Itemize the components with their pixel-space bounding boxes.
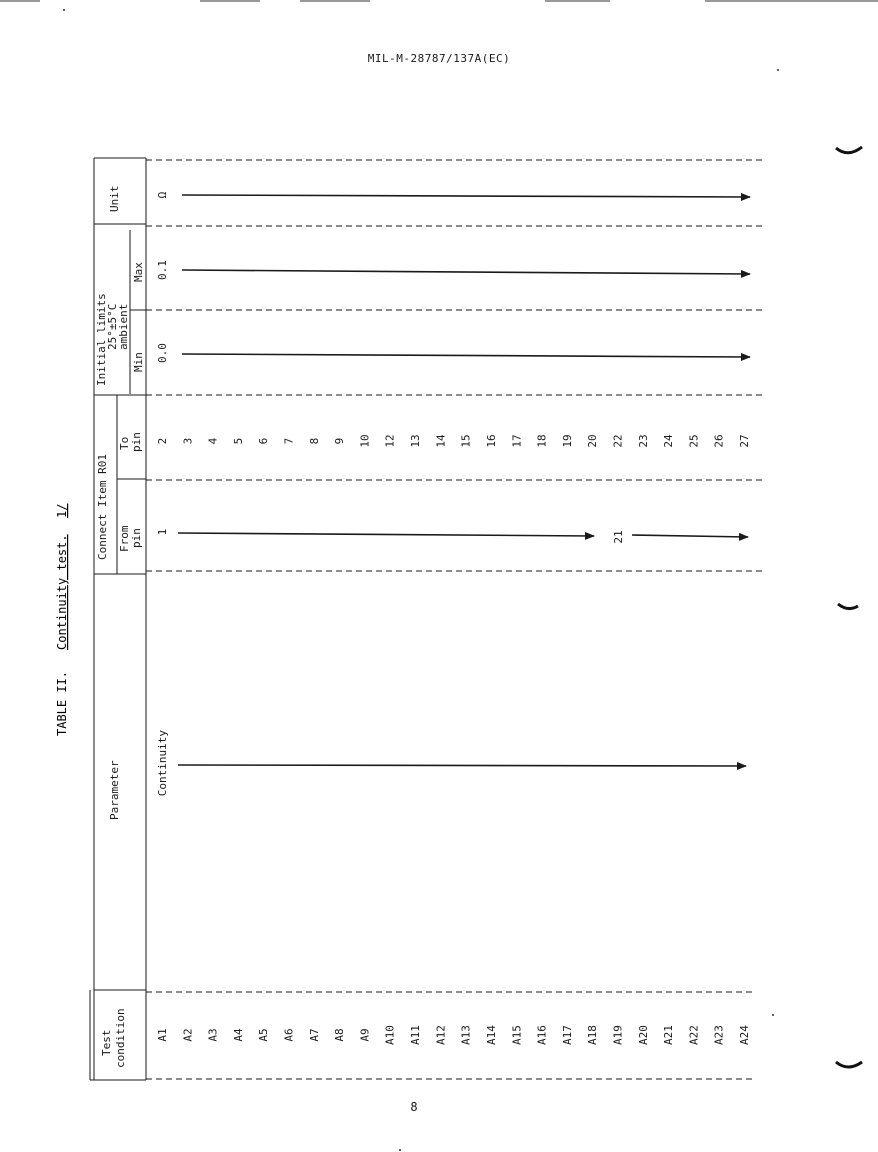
- dashed-separators: [146, 160, 762, 1079]
- min-arrow: [182, 354, 750, 357]
- to-pin-cell: 23: [636, 434, 650, 448]
- header-ambient: ambient: [117, 303, 130, 350]
- to-pin-cell: 12: [383, 434, 397, 448]
- header-max: Max: [132, 262, 145, 282]
- test-condition-cell: A22: [687, 1025, 701, 1045]
- header-unit: Unit: [108, 185, 121, 212]
- header-to-pin-line1: To: [118, 436, 131, 450]
- binding-marks: [836, 147, 862, 1067]
- header-from-pin-line1: From: [118, 525, 131, 552]
- to-pin-cell: 25: [687, 434, 701, 448]
- to-pin-cell: 3: [181, 437, 195, 445]
- test-condition-cell: A8: [333, 1028, 347, 1042]
- test-condition-cell: A5: [257, 1028, 271, 1042]
- caption-note: 1/: [55, 503, 69, 518]
- document-id: MIL-M-28787/137A(EC): [367, 52, 511, 65]
- min-cell: 0.0: [156, 343, 169, 363]
- parameter-cell: Continuity: [156, 730, 169, 797]
- test-condition-cell: A19: [611, 1025, 625, 1045]
- test-condition-cell: A2: [181, 1028, 195, 1042]
- test-condition-cell: A20: [636, 1025, 650, 1045]
- page-number: 8: [410, 1100, 418, 1114]
- from-pin-arrow-2: [632, 535, 748, 537]
- to-pin-cell: 10: [358, 434, 372, 448]
- test-condition-cell: A21: [662, 1025, 676, 1045]
- to-pin-cell: 20: [586, 434, 600, 448]
- scan-specks: [63, 9, 779, 1151]
- test-condition-cell: A4: [231, 1028, 245, 1042]
- test-condition-cell: A18: [586, 1025, 600, 1045]
- header-test-condition-line2: condition: [114, 1008, 127, 1068]
- caption-title: Continuity test.: [55, 534, 69, 650]
- test-condition-cell: A6: [282, 1028, 296, 1042]
- test-condition-cell: A1: [156, 1028, 169, 1042]
- to-pin-cell: 8: [307, 437, 321, 445]
- test-condition-cell: A14: [485, 1025, 498, 1045]
- test-condition-cell: A10: [383, 1025, 397, 1045]
- test-condition-cell: A23: [712, 1025, 726, 1045]
- caption-label: TABLE II.: [55, 670, 69, 736]
- unit-arrow: [182, 195, 750, 197]
- from-pin-arrow-1: [178, 533, 594, 536]
- header-parameter: Parameter: [108, 760, 121, 820]
- test-condition-cell: A9: [358, 1028, 372, 1042]
- unit-cell: Ω: [156, 191, 169, 199]
- max-cell: 0.1: [156, 260, 169, 280]
- to-pin-cell: 17: [510, 434, 524, 448]
- test-condition-cell: A11: [409, 1025, 422, 1045]
- from-pin-cell: 1: [156, 528, 169, 536]
- test-condition-cell: A3: [206, 1028, 220, 1042]
- header-initial-limits: Initial limits: [95, 293, 108, 386]
- test-condition-cell: A12: [434, 1025, 448, 1045]
- to-pin-cell: 27: [738, 434, 751, 448]
- test-condition-cell: A24: [738, 1025, 751, 1045]
- continuation-arrows: [178, 195, 750, 766]
- header-connect-item: Connect Item R01: [96, 454, 109, 560]
- to-pin-cell: 19: [560, 434, 574, 448]
- to-pin-cell: 13: [409, 434, 422, 448]
- to-pin-cell: 9: [333, 437, 347, 445]
- to-pin-cell: 24: [662, 434, 676, 448]
- test-condition-cell: A15: [510, 1025, 524, 1045]
- from-pin-cell: 21: [612, 530, 625, 544]
- max-arrow: [182, 270, 750, 274]
- to-pin-cell: 4: [206, 437, 220, 445]
- to-pin-cell: 2: [156, 437, 169, 445]
- parameter-arrow: [178, 765, 746, 766]
- test-condition-cell: A13: [459, 1025, 473, 1045]
- header-temperature: 25°±5°C: [106, 303, 119, 350]
- table-body: [156, 191, 751, 1045]
- header-test-condition-line1: Test: [100, 1029, 113, 1056]
- to-pin-cell: 7: [282, 437, 296, 445]
- to-pin-cell: 14: [434, 434, 448, 448]
- header-min: Min: [132, 352, 145, 372]
- test-condition-cell: A16: [535, 1025, 549, 1045]
- table-caption: [55, 504, 69, 736]
- to-pin-cell: 15: [459, 434, 473, 448]
- header-to-pin-line2: pin: [130, 432, 143, 452]
- test-condition-cell: A7: [307, 1028, 321, 1042]
- to-pin-cell: 26: [712, 434, 726, 448]
- to-pin-cell: 6: [257, 437, 271, 445]
- to-pin-cell: 22: [611, 434, 625, 448]
- to-pin-cell: 5: [231, 437, 245, 445]
- header-from-pin-line2: pin: [130, 528, 143, 548]
- to-pin-cell: 16: [485, 434, 498, 448]
- test-condition-cell: A17: [560, 1025, 574, 1045]
- to-pin-cell: 18: [535, 434, 549, 448]
